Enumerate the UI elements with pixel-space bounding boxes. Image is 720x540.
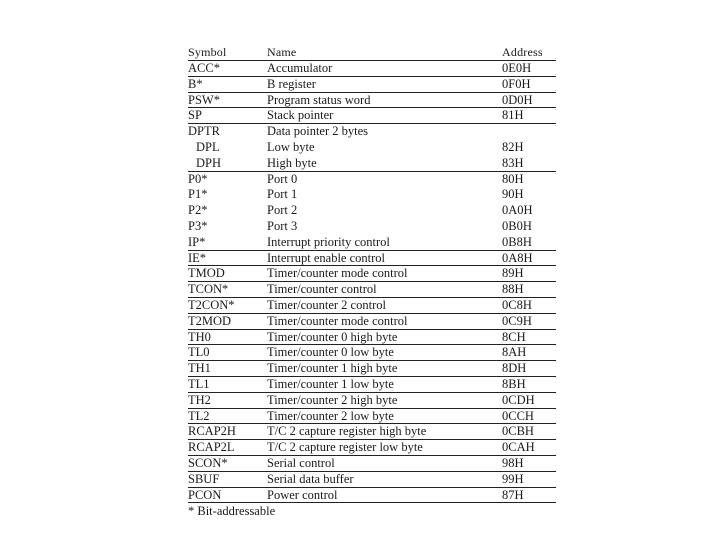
cell-symbol: PSW* [188,92,220,107]
cell-address: 0E0H [502,61,532,75]
cell-name: Serial control [267,455,335,470]
table-body [188,61,556,503]
cell-name: High byte [267,155,317,170]
cell-address: 8CH [502,329,526,344]
cell-name: T/C 2 capture register high byte [267,424,427,439]
header-symbol: Symbol [188,45,227,59]
table-row [188,235,556,251]
table-row [188,377,556,393]
table-row [188,330,556,346]
cell-address: 0A0H [502,203,533,218]
cell-address: 81H [502,108,524,123]
cell-address: 88H [502,282,524,297]
cell-symbol: T2MOD [188,313,232,328]
cell-name: Port 2 [267,203,298,218]
cell-symbol: TL1 [188,376,210,391]
cell-name: Timer/counter 1 low byte [267,376,394,391]
cell-name: Stack pointer [267,108,334,123]
table-row [188,472,556,488]
cell-symbol: DPTR [188,124,220,139]
cell-name: Interrupt enable control [267,250,386,265]
cell-address: 0B8H [502,234,532,249]
cell-name: Timer/counter 1 high byte [267,361,398,376]
cell-symbol: IE* [188,250,207,265]
cell-address: 98H [502,455,524,470]
cell-name: Port 0 [267,171,298,186]
cell-address: 99H [502,471,524,486]
cell-symbol: PCON [188,487,222,502]
cell-name: Timer/counter 2 high byte [267,392,398,407]
cell-name: Low byte [267,139,315,154]
cell-name: Power control [267,487,338,502]
table-row [188,440,556,456]
cell-name: Port 3 [267,218,298,233]
cell-symbol: RCAP2L [188,440,235,455]
table-row [188,488,556,504]
cell-name: Timer/counter 2 control [267,297,386,312]
table-row [188,156,556,172]
cell-address: 87H [502,487,524,502]
cell-symbol: SCON* [188,455,228,470]
table-row [188,203,556,219]
table-row [188,298,556,314]
cell-name: Port 1 [267,187,298,202]
cell-address: 0CAH [502,440,535,455]
table-row [188,393,556,409]
cell-symbol: TMOD [188,266,225,281]
cell-symbol: ACC* [188,61,220,75]
cell-name: Interrupt priority control [267,234,390,249]
cell-address: 0D0H [502,92,533,107]
cell-address: 0A8H [502,250,533,265]
cell-address: 83H [502,155,524,170]
table-row [188,456,556,472]
table-row [188,424,556,440]
table-row [188,314,556,330]
cell-symbol: TH1 [188,361,211,376]
cell-address: 0CBH [502,424,534,439]
table-row [188,77,556,93]
cell-name: Program status word [267,92,371,107]
cell-address [502,124,556,140]
cell-address: 0CCH [502,408,534,423]
cell-symbol: DPH [196,155,222,170]
table-row [188,251,556,267]
cell-address: 0C8H [502,297,532,312]
table-row [188,124,556,140]
cell-symbol: SBUF [188,471,220,486]
cell-address: 0B0H [502,218,532,233]
cell-address: 8BH [502,376,526,391]
cell-name: Serial data buffer [267,471,354,486]
table-row [188,140,556,156]
table-row [188,172,556,188]
cell-symbol: B* [188,76,203,91]
cell-name: Data pointer 2 bytes [267,124,369,139]
cell-symbol: RCAP2H [188,424,236,439]
cell-symbol: TH2 [188,392,211,407]
cell-symbol: TL2 [188,408,210,423]
cell-address: 89H [502,266,524,281]
table-header [188,45,556,61]
cell-name: Timer/counter 0 low byte [267,345,394,360]
table-row [188,93,556,109]
cell-symbol: P3* [188,218,208,233]
cell-name: Timer/counter mode control [267,266,408,281]
cell-symbol: P0* [188,171,208,186]
table-row [188,219,556,235]
cell-address: 0CDH [502,392,535,407]
table-row [188,282,556,298]
cell-symbol: TH0 [188,329,211,344]
table-row [188,345,556,361]
table-row [188,409,556,425]
footnote: * Bit-addressable [188,504,276,519]
table-row [188,361,556,377]
header-address: Address [502,45,543,59]
cell-address: 90H [502,187,524,202]
cell-name: Timer/counter mode control [267,313,408,328]
cell-symbol: IP* [188,234,206,249]
table-row [188,187,556,203]
table-row [188,108,556,124]
cell-symbol: TCON* [188,282,229,297]
cell-address: 0C9H [502,313,532,328]
cell-address: 80H [502,171,524,186]
cell-address: 8DH [502,361,527,376]
cell-name: Accumulator [267,61,333,75]
cell-symbol: SP [188,108,202,123]
cell-address: 82H [502,139,524,154]
cell-name: Timer/counter 0 high byte [267,329,398,344]
cell-name: B register [267,76,316,91]
table-row [188,266,556,282]
cell-address: 0F0H [502,76,531,91]
sfr-table [188,45,556,519]
cell-symbol: P2* [188,203,208,218]
cell-symbol: P1* [188,187,208,202]
cell-symbol: DPL [196,139,220,154]
cell-address: 8AH [502,345,527,360]
cell-name: Timer/counter 2 low byte [267,408,394,423]
table-row [188,61,556,77]
cell-name: T/C 2 capture register low byte [267,440,423,455]
header-name: Name [267,45,297,59]
cell-symbol: TL0 [188,345,210,360]
cell-name: Timer/counter control [267,282,377,297]
cell-symbol: T2CON* [188,297,235,312]
